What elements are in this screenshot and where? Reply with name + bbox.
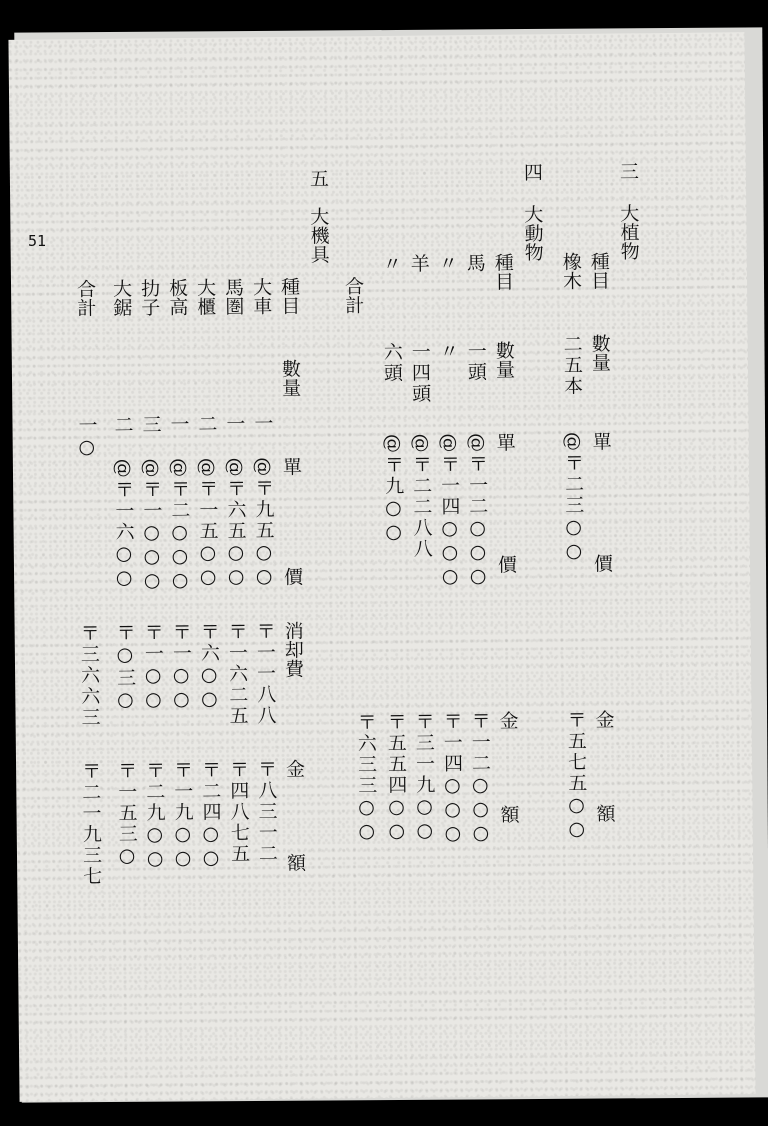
sec5-row-2-dep: 〒一六二五 [225,621,249,727]
sec4-header-qty: 數量 [492,340,516,379]
sec5-header-amt2: 額 [283,852,307,873]
sec5-row-2-amt: 〒四八七五 [227,759,251,865]
sec5-row-6-unit: @〒一六○○ [111,458,136,591]
sec5-row-5-unit: @〒一○○○ [139,458,164,594]
sec5-row-2-qty: 一 [223,413,246,435]
sec5-row-1-qty: 一 [251,413,274,435]
sec4-row-3-name: 羊 [407,253,430,273]
sec5-row-6-dep: 〒○三○ [113,622,137,713]
sec5-row-5-dep: 〒一○○ [141,622,165,713]
sec4-row-3-amt: 〒三一九○○ [412,711,436,844]
sec5-row-5-name: 扐子 [137,278,161,317]
sec5-row-2-unit: @〒六五○○ [223,457,248,590]
sec3-row-unit: @〒二三○○ [561,431,585,565]
sec3-row-amt: 〒五七五○○ [564,709,588,843]
sec4-row-4-qty: 六頭 [380,341,404,384]
sec3-num: 三 [616,161,639,181]
sec5-total-qty: 一○ [75,414,98,461]
sec5-row-6-name: 大鋸 [109,278,133,317]
sec5-row-3-amt: 〒二四○○ [199,759,223,871]
sec3-header-amt: 金 [592,709,615,729]
sec5-row-3-dep: 〒六○○ [197,621,221,712]
sec3-header-unit2: 價 [590,553,614,573]
sec4-row-2-unit: @〒一四○○○ [437,433,462,590]
sec5-header-unit: 單 [279,456,303,477]
sec4-row-1-qty: 一頭 [464,340,488,384]
sec4-row-1-name: 馬 [463,252,486,273]
sec4-header-amt2: 額 [497,804,520,824]
document-page [8,32,755,1102]
sec3-header-amt2: 額 [593,803,616,823]
sec5-row-5-qty: 三 [139,414,162,436]
sec4-row-3-qty: 一四頭 [408,341,432,405]
sec4-row-2-amt: 〒一四○○○ [440,711,464,847]
sec5-row-4-qty: 一 [167,414,190,436]
sec3-title: 大植物 [617,203,640,261]
page-number: 51 [28,232,47,250]
sec5-num: 五 [306,168,330,188]
sec4-header-amt: 金 [496,710,519,730]
sec4-header-unit: 單 [493,432,516,452]
sec4-header-item: 種目 [491,252,515,291]
sec5-row-4-name: 板高 [165,278,189,317]
sec3-header-qty: 數量 [588,333,611,372]
sec5-header-depreciation: 消却費 [281,620,305,679]
sec5-row-3-unit: @〒一五○○ [195,457,220,590]
sec4-row-1-unit: @〒一二○○○ [465,432,490,590]
sec5-row-1-unit: @〒九五○○ [251,457,276,590]
sec4-header-unit2: 價 [494,554,518,574]
sec3-row-name: 橡木 [559,251,583,291]
sec5-row-4-unit: @〒二○○○ [167,458,192,594]
sec5-row-3-qty: 二 [195,413,218,435]
sec4-total-label: 合計 [341,276,365,315]
sec5-header-amt: 金 [283,758,306,779]
sec5-row-5-amt: 〒二九○○ [143,760,167,872]
sec4-row-2-qty: 〃 [436,341,459,363]
sec4-total-amount: 〒六三三○○ [354,712,378,845]
sec5-row-4-dep: 〒一○○ [169,621,193,713]
sec3-header-unit: 單 [589,431,612,451]
sec4-title: 大動物 [521,204,544,262]
sec5-row-1-amt: 〒八三一二 [255,759,279,865]
sec4-row-4-name: 〃 [379,253,402,274]
sec5-row-6-qty: 二 [111,414,134,436]
sec4-num: 四 [520,162,543,182]
sec5-total-dep: 〒三六六三 [77,622,101,729]
sec4-row-4-unit: @〒九○○ [381,433,405,545]
sec3-row-qty: 二五本 [560,333,584,398]
sec5-row-6-amt: 〒一五三○ [115,760,139,869]
sec5-header-qty: 數量 [278,358,302,398]
sec5-row-4-amt: 〒一九○○ [171,759,195,872]
sec5-header-unit2: 價 [280,566,304,587]
sec5-row-1-dep: 〒一一八八 [253,621,277,727]
sec5-title: 大機具 [307,206,330,264]
sec5-row-3-name: 大櫃 [193,277,217,316]
sec4-row-4-amt: 〒五五四○○ [384,711,408,844]
sec4-row-2-name: 〃 [435,253,458,273]
sec5-row-1-name: 大車 [249,277,273,316]
sec4-row-1-amt: 〒一二○○○ [468,710,492,847]
sec5-total-label: 合計 [73,278,97,318]
sec5-row-2-name: 馬圏 [221,277,245,316]
sec5-total-amt: 〒二一九三七 [79,760,103,888]
sec3-header-item: 種目 [587,251,611,290]
sec5-header-item: 種目 [277,276,301,316]
sec4-row-3-unit: @〒二二八八 [409,433,433,560]
